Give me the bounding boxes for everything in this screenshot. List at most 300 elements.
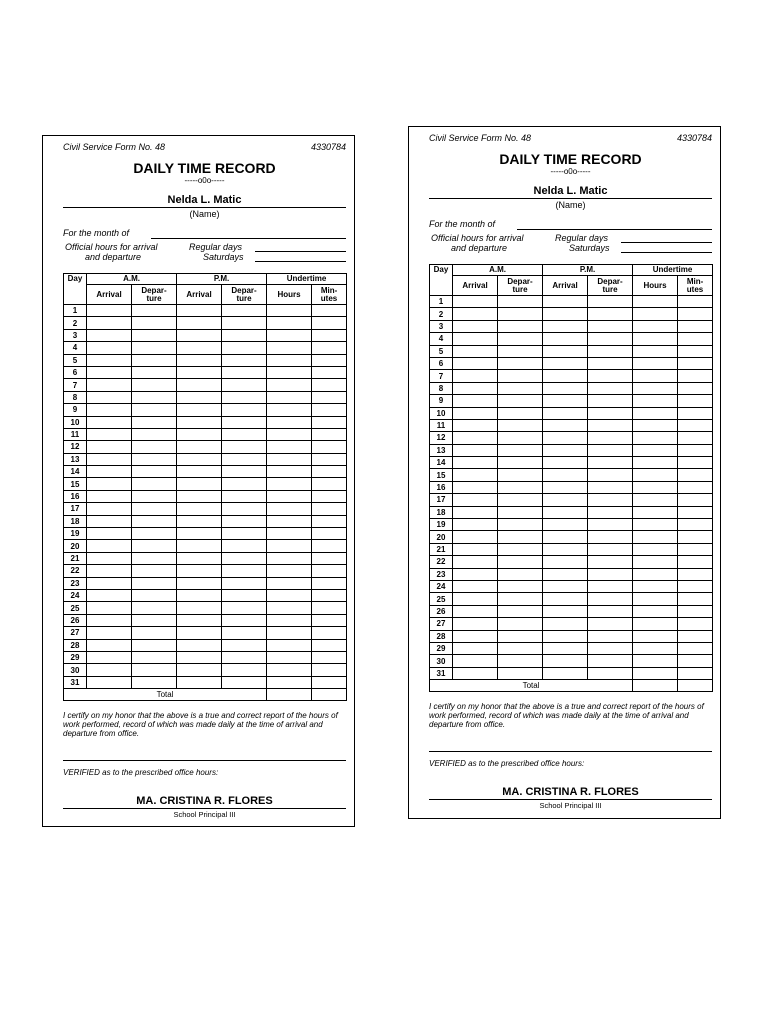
undertime-minutes-cell[interactable] [678, 333, 713, 345]
undertime-hours-cell[interactable] [633, 642, 678, 654]
am-arrival-cell[interactable] [87, 342, 132, 354]
pm-departure-cell[interactable] [222, 366, 267, 378]
undertime-hours-cell[interactable] [267, 614, 312, 626]
undertime-minutes-cell[interactable] [312, 416, 347, 428]
pm-departure-cell[interactable] [222, 317, 267, 329]
pm-departure-cell[interactable] [588, 655, 633, 667]
am-departure-cell[interactable] [132, 602, 177, 614]
pm-arrival-cell[interactable] [543, 469, 588, 481]
pm-arrival-cell[interactable] [177, 602, 222, 614]
undertime-minutes-cell[interactable] [678, 531, 713, 543]
pm-arrival-cell[interactable] [543, 494, 588, 506]
undertime-hours-cell[interactable] [633, 370, 678, 382]
pm-departure-cell[interactable] [588, 630, 633, 642]
undertime-minutes-cell[interactable] [312, 515, 347, 527]
undertime-hours-cell[interactable] [267, 664, 312, 676]
am-arrival-cell[interactable] [87, 540, 132, 552]
undertime-minutes-cell[interactable] [312, 528, 347, 540]
am-arrival-cell[interactable] [453, 568, 498, 580]
am-departure-cell[interactable] [498, 506, 543, 518]
pm-arrival-cell[interactable] [177, 552, 222, 564]
undertime-hours-cell[interactable] [267, 404, 312, 416]
undertime-minutes-cell[interactable] [678, 481, 713, 493]
undertime-hours-cell[interactable] [633, 432, 678, 444]
pm-arrival-cell[interactable] [543, 432, 588, 444]
pm-departure-cell[interactable] [588, 667, 633, 679]
undertime-hours-cell[interactable] [633, 630, 678, 642]
am-arrival-cell[interactable] [87, 391, 132, 403]
pm-arrival-cell[interactable] [177, 391, 222, 403]
pm-departure-cell[interactable] [222, 391, 267, 403]
am-departure-cell[interactable] [498, 457, 543, 469]
am-departure-cell[interactable] [498, 605, 543, 617]
pm-arrival-cell[interactable] [543, 419, 588, 431]
undertime-hours-cell[interactable] [267, 391, 312, 403]
am-arrival-cell[interactable] [453, 481, 498, 493]
pm-arrival-cell[interactable] [177, 565, 222, 577]
undertime-hours-cell[interactable] [633, 494, 678, 506]
undertime-hours-cell[interactable] [267, 676, 312, 688]
undertime-minutes-cell[interactable] [678, 357, 713, 369]
pm-arrival-cell[interactable] [177, 416, 222, 428]
pm-arrival-cell[interactable] [543, 395, 588, 407]
undertime-minutes-cell[interactable] [678, 345, 713, 357]
undertime-hours-cell[interactable] [633, 320, 678, 332]
pm-departure-cell[interactable] [588, 593, 633, 605]
pm-departure-cell[interactable] [222, 664, 267, 676]
am-departure-cell[interactable] [498, 494, 543, 506]
am-arrival-cell[interactable] [87, 466, 132, 478]
pm-departure-cell[interactable] [588, 531, 633, 543]
regular-days-field[interactable] [255, 251, 346, 252]
am-departure-cell[interactable] [132, 317, 177, 329]
undertime-hours-cell[interactable] [267, 503, 312, 515]
employee-signature-line[interactable] [63, 760, 346, 761]
pm-departure-cell[interactable] [222, 441, 267, 453]
undertime-minutes-cell[interactable] [678, 568, 713, 580]
am-departure-cell[interactable] [498, 333, 543, 345]
undertime-minutes-cell[interactable] [678, 655, 713, 667]
undertime-minutes-cell[interactable] [312, 379, 347, 391]
undertime-minutes-cell[interactable] [678, 370, 713, 382]
pm-departure-cell[interactable] [588, 494, 633, 506]
pm-departure-cell[interactable] [222, 639, 267, 651]
undertime-minutes-cell[interactable] [678, 630, 713, 642]
am-departure-cell[interactable] [498, 655, 543, 667]
undertime-minutes-cell[interactable] [312, 305, 347, 317]
undertime-minutes-cell[interactable] [678, 556, 713, 568]
am-departure-cell[interactable] [132, 366, 177, 378]
pm-arrival-cell[interactable] [543, 333, 588, 345]
am-arrival-cell[interactable] [87, 676, 132, 688]
pm-departure-cell[interactable] [222, 540, 267, 552]
undertime-minutes-cell[interactable] [312, 602, 347, 614]
undertime-hours-cell[interactable] [633, 469, 678, 481]
undertime-minutes-cell[interactable] [678, 382, 713, 394]
pm-arrival-cell[interactable] [177, 614, 222, 626]
undertime-hours-cell[interactable] [267, 478, 312, 490]
undertime-minutes-cell[interactable] [678, 519, 713, 531]
undertime-minutes-cell[interactable] [312, 478, 347, 490]
pm-arrival-cell[interactable] [177, 305, 222, 317]
pm-arrival-cell[interactable] [177, 490, 222, 502]
am-arrival-cell[interactable] [453, 469, 498, 481]
pm-departure-cell[interactable] [222, 428, 267, 440]
undertime-minutes-cell[interactable] [678, 642, 713, 654]
pm-departure-cell[interactable] [588, 357, 633, 369]
am-arrival-cell[interactable] [87, 565, 132, 577]
pm-departure-cell[interactable] [588, 382, 633, 394]
undertime-hours-cell[interactable] [267, 577, 312, 589]
undertime-hours-cell[interactable] [633, 481, 678, 493]
pm-arrival-cell[interactable] [177, 453, 222, 465]
am-departure-cell[interactable] [132, 651, 177, 663]
pm-arrival-cell[interactable] [543, 568, 588, 580]
undertime-hours-cell[interactable] [633, 308, 678, 320]
am-arrival-cell[interactable] [87, 602, 132, 614]
pm-arrival-cell[interactable] [177, 515, 222, 527]
pm-departure-cell[interactable] [222, 515, 267, 527]
am-arrival-cell[interactable] [453, 543, 498, 555]
pm-departure-cell[interactable] [222, 354, 267, 366]
pm-arrival-cell[interactable] [177, 329, 222, 341]
am-departure-cell[interactable] [132, 528, 177, 540]
undertime-hours-cell[interactable] [633, 655, 678, 667]
pm-departure-cell[interactable] [588, 370, 633, 382]
undertime-minutes-cell[interactable] [678, 407, 713, 419]
pm-arrival-cell[interactable] [177, 676, 222, 688]
undertime-minutes-cell[interactable] [312, 664, 347, 676]
undertime-hours-cell[interactable] [267, 540, 312, 552]
am-arrival-cell[interactable] [87, 589, 132, 601]
am-arrival-cell[interactable] [453, 494, 498, 506]
am-arrival-cell[interactable] [453, 618, 498, 630]
am-departure-cell[interactable] [498, 308, 543, 320]
pm-arrival-cell[interactable] [177, 528, 222, 540]
am-arrival-cell[interactable] [453, 642, 498, 654]
am-departure-cell[interactable] [132, 354, 177, 366]
pm-arrival-cell[interactable] [177, 589, 222, 601]
am-departure-cell[interactable] [498, 667, 543, 679]
pm-departure-cell[interactable] [588, 345, 633, 357]
pm-departure-cell[interactable] [588, 308, 633, 320]
pm-arrival-cell[interactable] [543, 457, 588, 469]
am-arrival-cell[interactable] [453, 296, 498, 308]
undertime-minutes-cell[interactable] [678, 667, 713, 679]
undertime-hours-cell[interactable] [267, 354, 312, 366]
pm-departure-cell[interactable] [222, 552, 267, 564]
pm-arrival-cell[interactable] [543, 642, 588, 654]
pm-departure-cell[interactable] [588, 333, 633, 345]
am-departure-cell[interactable] [132, 428, 177, 440]
pm-departure-cell[interactable] [222, 602, 267, 614]
undertime-hours-cell[interactable] [633, 543, 678, 555]
am-arrival-cell[interactable] [453, 419, 498, 431]
am-arrival-cell[interactable] [453, 593, 498, 605]
pm-departure-cell[interactable] [222, 614, 267, 626]
pm-departure-cell[interactable] [222, 404, 267, 416]
undertime-minutes-cell[interactable] [678, 469, 713, 481]
am-arrival-cell[interactable] [87, 366, 132, 378]
am-arrival-cell[interactable] [87, 317, 132, 329]
am-arrival-cell[interactable] [87, 627, 132, 639]
pm-departure-cell[interactable] [222, 528, 267, 540]
pm-departure-cell[interactable] [222, 416, 267, 428]
am-departure-cell[interactable] [498, 618, 543, 630]
undertime-hours-cell[interactable] [633, 568, 678, 580]
am-departure-cell[interactable] [132, 515, 177, 527]
undertime-hours-cell[interactable] [633, 296, 678, 308]
undertime-minutes-cell[interactable] [312, 366, 347, 378]
pm-arrival-cell[interactable] [177, 354, 222, 366]
pm-departure-cell[interactable] [222, 466, 267, 478]
am-departure-cell[interactable] [132, 441, 177, 453]
pm-arrival-cell[interactable] [543, 593, 588, 605]
pm-arrival-cell[interactable] [543, 543, 588, 555]
pm-arrival-cell[interactable] [543, 580, 588, 592]
undertime-hours-cell[interactable] [633, 519, 678, 531]
total-hours-cell[interactable] [633, 680, 678, 692]
saturdays-field[interactable] [255, 261, 346, 262]
pm-arrival-cell[interactable] [543, 345, 588, 357]
undertime-minutes-cell[interactable] [312, 639, 347, 651]
am-departure-cell[interactable] [498, 531, 543, 543]
undertime-hours-cell[interactable] [267, 528, 312, 540]
pm-departure-cell[interactable] [588, 556, 633, 568]
am-departure-cell[interactable] [132, 453, 177, 465]
pm-arrival-cell[interactable] [177, 577, 222, 589]
pm-departure-cell[interactable] [588, 568, 633, 580]
pm-arrival-cell[interactable] [177, 404, 222, 416]
am-departure-cell[interactable] [498, 407, 543, 419]
pm-arrival-cell[interactable] [177, 342, 222, 354]
undertime-hours-cell[interactable] [633, 395, 678, 407]
pm-arrival-cell[interactable] [177, 540, 222, 552]
undertime-hours-cell[interactable] [267, 639, 312, 651]
total-minutes-cell[interactable] [312, 689, 347, 701]
pm-departure-cell[interactable] [222, 453, 267, 465]
pm-departure-cell[interactable] [588, 395, 633, 407]
undertime-hours-cell[interactable] [267, 602, 312, 614]
undertime-minutes-cell[interactable] [312, 441, 347, 453]
am-departure-cell[interactable] [132, 627, 177, 639]
pm-departure-cell[interactable] [222, 490, 267, 502]
pm-arrival-cell[interactable] [543, 320, 588, 332]
am-arrival-cell[interactable] [453, 320, 498, 332]
undertime-minutes-cell[interactable] [678, 432, 713, 444]
am-departure-cell[interactable] [498, 345, 543, 357]
pm-arrival-cell[interactable] [177, 441, 222, 453]
undertime-minutes-cell[interactable] [678, 543, 713, 555]
undertime-minutes-cell[interactable] [312, 490, 347, 502]
pm-arrival-cell[interactable] [543, 382, 588, 394]
pm-departure-cell[interactable] [222, 676, 267, 688]
total-hours-cell[interactable] [267, 689, 312, 701]
undertime-minutes-cell[interactable] [312, 552, 347, 564]
pm-departure-cell[interactable] [222, 478, 267, 490]
am-arrival-cell[interactable] [87, 614, 132, 626]
undertime-minutes-cell[interactable] [678, 494, 713, 506]
undertime-hours-cell[interactable] [633, 382, 678, 394]
pm-departure-cell[interactable] [222, 329, 267, 341]
pm-arrival-cell[interactable] [543, 357, 588, 369]
am-arrival-cell[interactable] [87, 453, 132, 465]
am-departure-cell[interactable] [132, 404, 177, 416]
pm-departure-cell[interactable] [222, 565, 267, 577]
undertime-hours-cell[interactable] [267, 466, 312, 478]
am-arrival-cell[interactable] [453, 432, 498, 444]
undertime-minutes-cell[interactable] [678, 605, 713, 617]
am-departure-cell[interactable] [498, 320, 543, 332]
am-arrival-cell[interactable] [87, 404, 132, 416]
undertime-hours-cell[interactable] [267, 428, 312, 440]
pm-departure-cell[interactable] [588, 580, 633, 592]
am-departure-cell[interactable] [132, 614, 177, 626]
am-arrival-cell[interactable] [87, 379, 132, 391]
am-arrival-cell[interactable] [87, 354, 132, 366]
pm-arrival-cell[interactable] [543, 296, 588, 308]
pm-departure-cell[interactable] [222, 503, 267, 515]
undertime-hours-cell[interactable] [633, 667, 678, 679]
undertime-hours-cell[interactable] [267, 342, 312, 354]
pm-departure-cell[interactable] [222, 342, 267, 354]
pm-arrival-cell[interactable] [177, 379, 222, 391]
pm-departure-cell[interactable] [588, 642, 633, 654]
undertime-minutes-cell[interactable] [312, 540, 347, 552]
am-departure-cell[interactable] [498, 543, 543, 555]
am-departure-cell[interactable] [498, 419, 543, 431]
undertime-minutes-cell[interactable] [678, 580, 713, 592]
pm-arrival-cell[interactable] [543, 605, 588, 617]
pm-departure-cell[interactable] [588, 407, 633, 419]
am-arrival-cell[interactable] [453, 457, 498, 469]
undertime-hours-cell[interactable] [267, 515, 312, 527]
undertime-hours-cell[interactable] [267, 490, 312, 502]
am-arrival-cell[interactable] [453, 531, 498, 543]
am-departure-cell[interactable] [132, 416, 177, 428]
am-arrival-cell[interactable] [453, 519, 498, 531]
undertime-hours-cell[interactable] [633, 357, 678, 369]
am-arrival-cell[interactable] [453, 630, 498, 642]
total-minutes-cell[interactable] [678, 680, 713, 692]
am-departure-cell[interactable] [498, 593, 543, 605]
pm-arrival-cell[interactable] [543, 506, 588, 518]
undertime-hours-cell[interactable] [633, 506, 678, 518]
pm-arrival-cell[interactable] [177, 503, 222, 515]
pm-departure-cell[interactable] [588, 432, 633, 444]
am-arrival-cell[interactable] [453, 382, 498, 394]
undertime-minutes-cell[interactable] [312, 466, 347, 478]
undertime-minutes-cell[interactable] [312, 676, 347, 688]
saturdays-field[interactable] [621, 252, 712, 253]
am-departure-cell[interactable] [132, 676, 177, 688]
am-departure-cell[interactable] [132, 503, 177, 515]
am-departure-cell[interactable] [132, 664, 177, 676]
am-arrival-cell[interactable] [87, 441, 132, 453]
undertime-hours-cell[interactable] [633, 556, 678, 568]
undertime-minutes-cell[interactable] [312, 565, 347, 577]
undertime-minutes-cell[interactable] [678, 320, 713, 332]
undertime-hours-cell[interactable] [633, 457, 678, 469]
undertime-minutes-cell[interactable] [312, 317, 347, 329]
am-arrival-cell[interactable] [87, 552, 132, 564]
undertime-minutes-cell[interactable] [678, 506, 713, 518]
pm-departure-cell[interactable] [222, 589, 267, 601]
undertime-hours-cell[interactable] [633, 419, 678, 431]
am-departure-cell[interactable] [498, 444, 543, 456]
undertime-hours-cell[interactable] [633, 345, 678, 357]
undertime-hours-cell[interactable] [633, 444, 678, 456]
am-departure-cell[interactable] [132, 552, 177, 564]
pm-arrival-cell[interactable] [177, 651, 222, 663]
am-departure-cell[interactable] [132, 379, 177, 391]
pm-arrival-cell[interactable] [177, 478, 222, 490]
undertime-hours-cell[interactable] [633, 593, 678, 605]
month-field[interactable] [517, 229, 712, 230]
am-arrival-cell[interactable] [87, 515, 132, 527]
undertime-minutes-cell[interactable] [312, 503, 347, 515]
am-arrival-cell[interactable] [87, 651, 132, 663]
am-arrival-cell[interactable] [87, 478, 132, 490]
undertime-hours-cell[interactable] [633, 333, 678, 345]
am-arrival-cell[interactable] [87, 503, 132, 515]
pm-departure-cell[interactable] [588, 519, 633, 531]
undertime-hours-cell[interactable] [633, 605, 678, 617]
am-arrival-cell[interactable] [453, 407, 498, 419]
am-arrival-cell[interactable] [87, 329, 132, 341]
am-departure-cell[interactable] [132, 478, 177, 490]
am-departure-cell[interactable] [498, 357, 543, 369]
pm-arrival-cell[interactable] [543, 556, 588, 568]
pm-departure-cell[interactable] [588, 469, 633, 481]
am-departure-cell[interactable] [498, 519, 543, 531]
pm-arrival-cell[interactable] [177, 317, 222, 329]
undertime-minutes-cell[interactable] [678, 395, 713, 407]
undertime-hours-cell[interactable] [267, 565, 312, 577]
am-departure-cell[interactable] [498, 642, 543, 654]
am-departure-cell[interactable] [498, 469, 543, 481]
am-arrival-cell[interactable] [87, 577, 132, 589]
pm-departure-cell[interactable] [222, 305, 267, 317]
pm-arrival-cell[interactable] [177, 664, 222, 676]
undertime-hours-cell[interactable] [267, 441, 312, 453]
pm-departure-cell[interactable] [588, 618, 633, 630]
undertime-minutes-cell[interactable] [312, 627, 347, 639]
am-departure-cell[interactable] [498, 630, 543, 642]
am-departure-cell[interactable] [132, 639, 177, 651]
undertime-hours-cell[interactable] [267, 329, 312, 341]
undertime-hours-cell[interactable] [267, 416, 312, 428]
undertime-hours-cell[interactable] [267, 651, 312, 663]
pm-departure-cell[interactable] [588, 296, 633, 308]
am-departure-cell[interactable] [132, 577, 177, 589]
pm-departure-cell[interactable] [588, 457, 633, 469]
pm-departure-cell[interactable] [222, 627, 267, 639]
pm-arrival-cell[interactable] [543, 407, 588, 419]
am-arrival-cell[interactable] [453, 345, 498, 357]
am-arrival-cell[interactable] [87, 416, 132, 428]
undertime-minutes-cell[interactable] [312, 614, 347, 626]
pm-departure-cell[interactable] [588, 481, 633, 493]
undertime-minutes-cell[interactable] [312, 404, 347, 416]
am-arrival-cell[interactable] [453, 506, 498, 518]
am-arrival-cell[interactable] [453, 605, 498, 617]
am-arrival-cell[interactable] [453, 556, 498, 568]
undertime-minutes-cell[interactable] [678, 618, 713, 630]
am-departure-cell[interactable] [498, 370, 543, 382]
am-arrival-cell[interactable] [453, 333, 498, 345]
pm-departure-cell[interactable] [222, 379, 267, 391]
